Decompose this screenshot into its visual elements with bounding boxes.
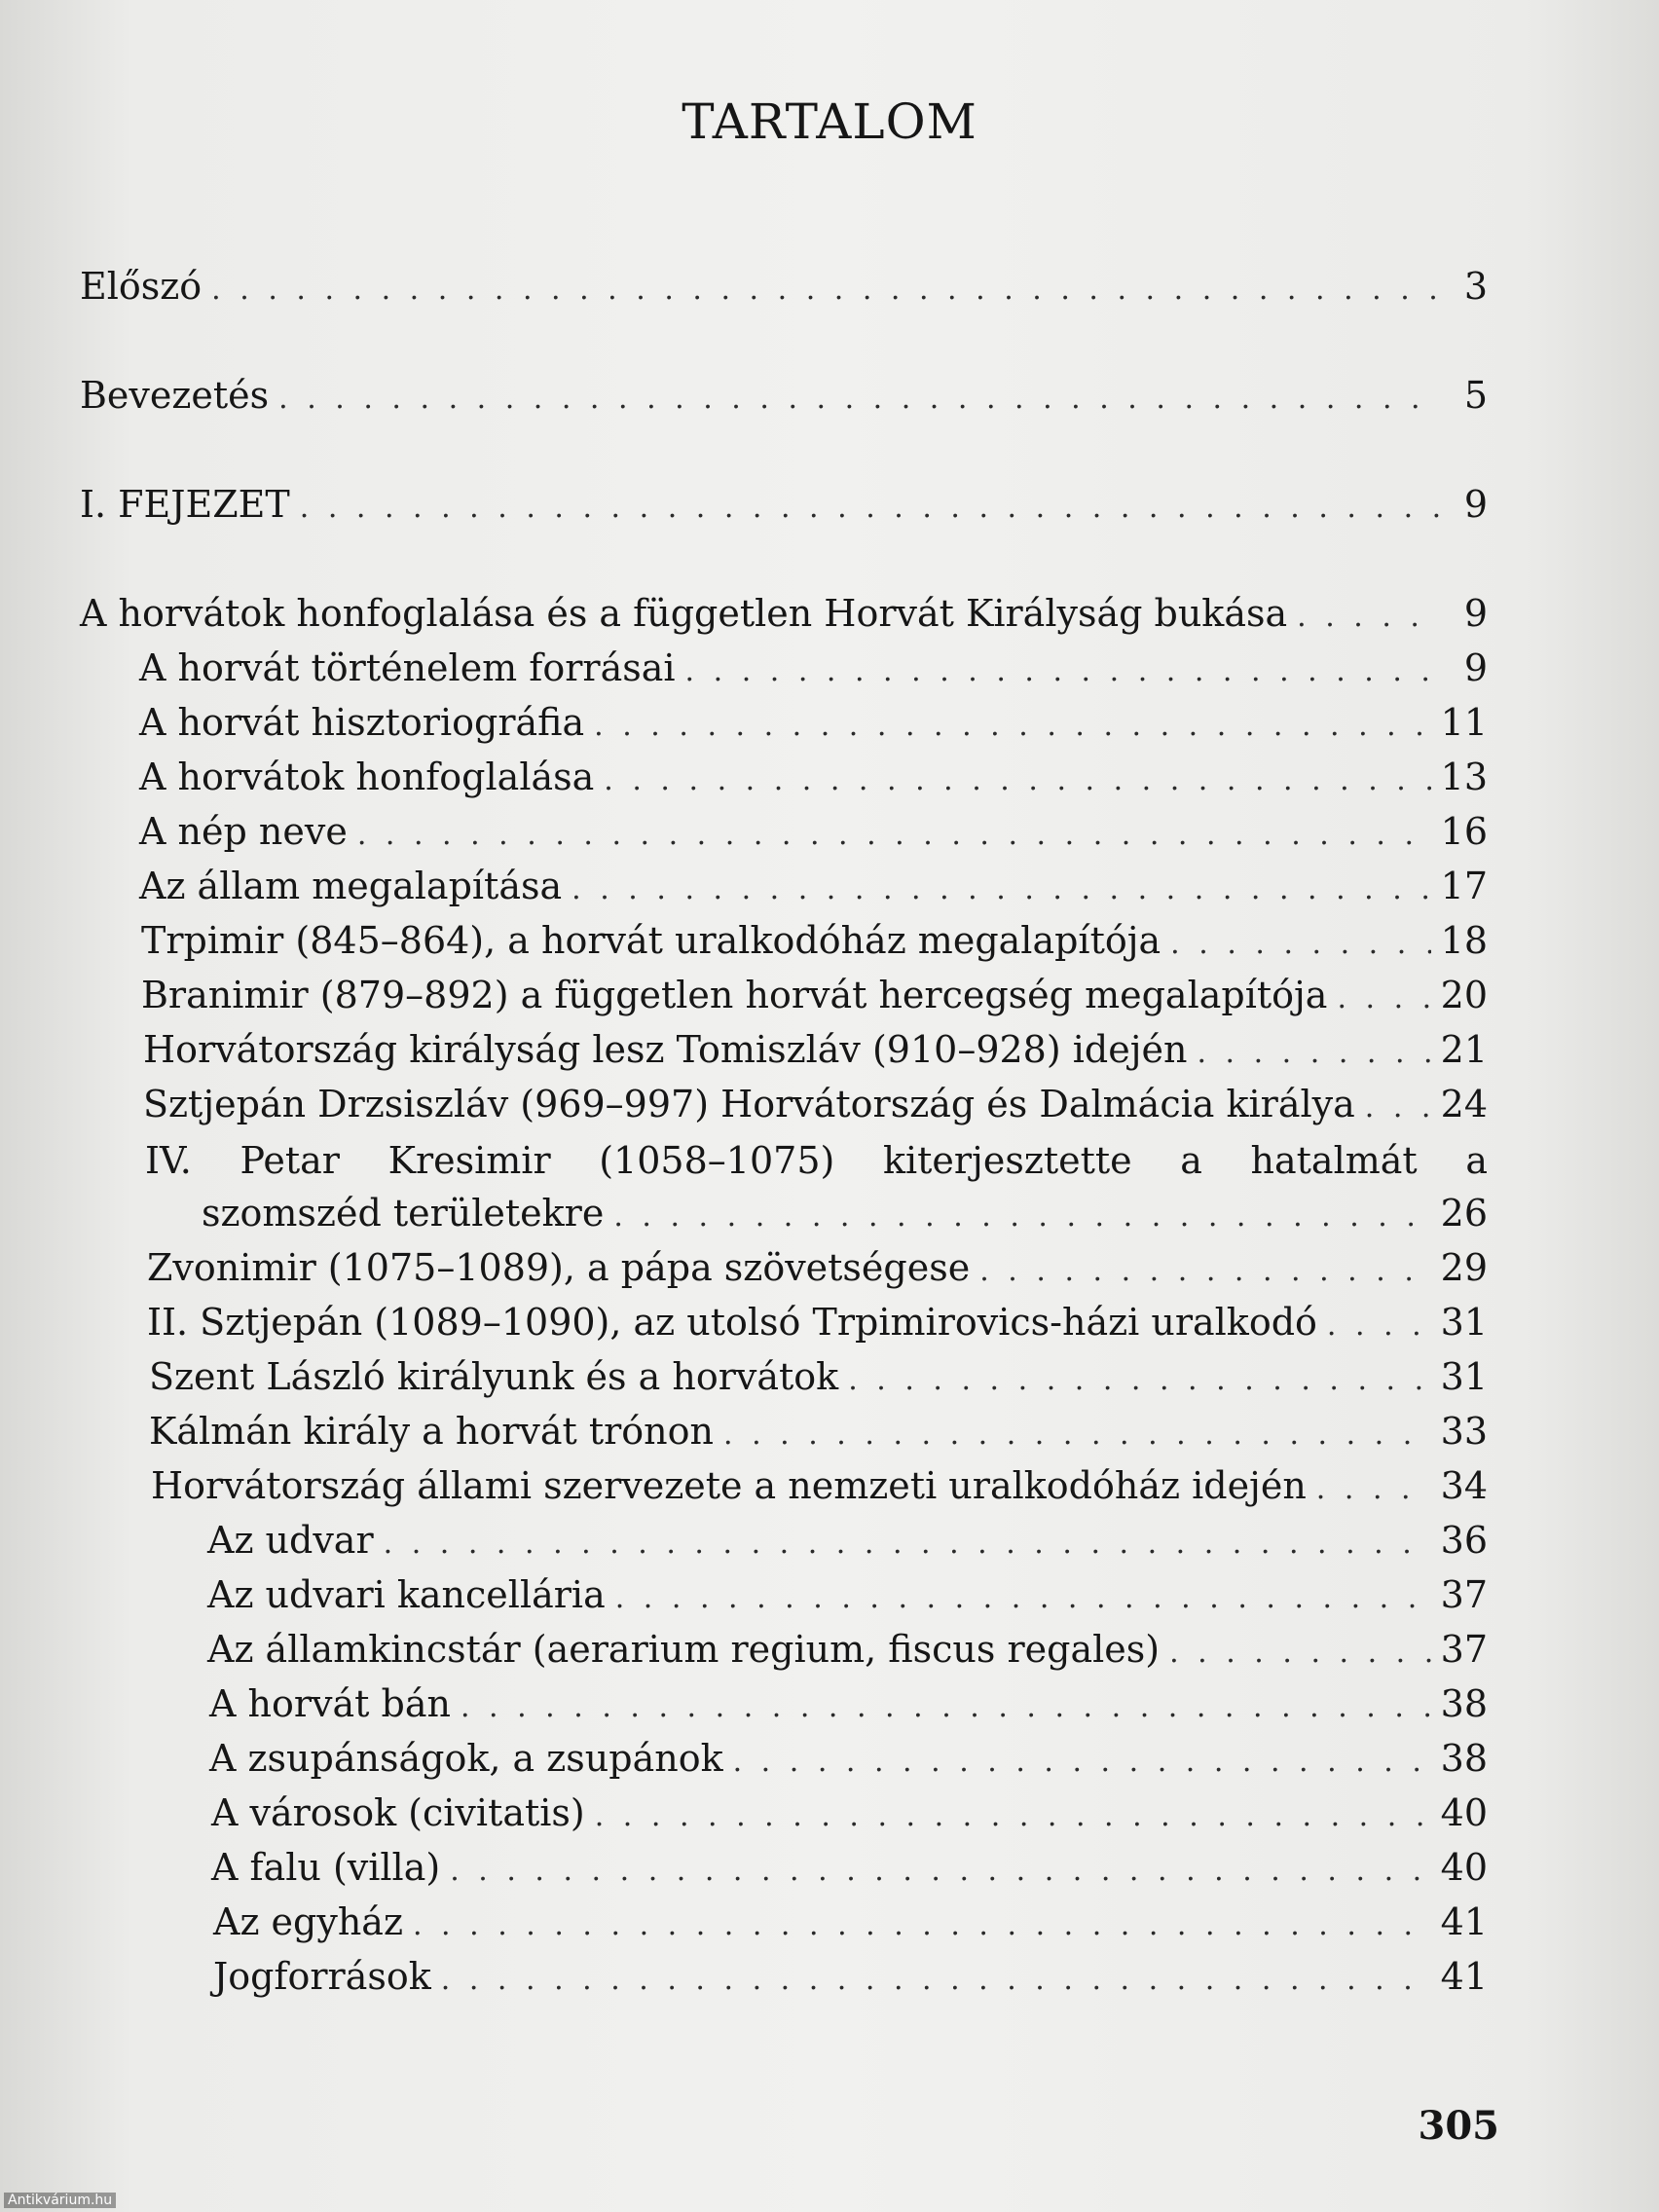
toc-entry-page: 9 [1463,483,1488,526]
toc-subentry[interactable] [209,1682,1488,1729]
toc-entry-page: 17 [1440,865,1488,907]
toc-entry-label: A városok (civitatis) [211,1791,585,1834]
toc-entry-label: A horvát bán [209,1682,451,1725]
toc-entry-label: A horvátok honfoglalása [139,756,595,798]
toc-entry-page: 38 [1440,1737,1488,1780]
toc-entry-label: Sztjepán Drzsiszláv (969–997) Horvátország és Dalmácia királya [143,1083,1355,1125]
toc-entry[interactable] [139,810,1488,857]
toc-entry-label: A horvát hisztoriográfia [139,701,585,744]
watermark: Antikvárium.hu [4,2193,116,2208]
toc-entry[interactable] [139,646,1488,693]
toc-entry-label: Az udvari kancellária [207,1573,606,1616]
toc-entry-page: 33 [1440,1410,1488,1453]
toc-subentry[interactable] [209,1737,1488,1784]
toc-subentry[interactable] [207,1519,1488,1566]
toc-entry[interactable] [149,1410,1488,1456]
toc-section-entry[interactable] [80,592,1488,639]
toc-entry-label: A horvát történelem forrásai [139,646,676,689]
toc-entry-label: Előszó [80,265,203,308]
page-number: 305 [1418,2103,1499,2149]
toc-entry-page: 21 [1440,1028,1488,1071]
toc-entry-wrapped-line1[interactable]: IV. Petar Kresimir (1058–1075) kiterjesztette a hatalmát a [145,1139,1488,1182]
toc-entry-page: 24 [1440,1083,1488,1125]
toc-chapter-heading[interactable] [80,483,1488,530]
toc-subentry[interactable] [211,1791,1488,1838]
toc-entry-page: 9 [1463,646,1488,689]
toc-entry-label: Szent László királyunk és a horvátok [149,1355,839,1398]
toc-entry[interactable] [139,865,1488,911]
toc-entry-label: A horvátok honfoglalása és a független Horvát Királyság bukása [80,592,1288,635]
toc-entry-label: Az egyház [213,1900,403,1943]
toc-entry-label: Branimir (879–892) a független horvát hercegség megalapítója [141,974,1328,1016]
toc-entry-label: Az állam megalapítása [139,865,563,907]
toc-entry[interactable] [141,919,1488,966]
toc-entry-page: 38 [1440,1682,1488,1725]
toc-subentry[interactable] [207,1628,1488,1675]
toc-entry-page: 31 [1440,1301,1488,1344]
toc-entry-label: II. Sztjepán (1089–1090), az utolsó Trpimirovics-házi uralkodó [147,1301,1317,1344]
toc-subentry[interactable] [211,1846,1488,1893]
toc-entry-label: A zsupánságok, a zsupánok [209,1737,723,1780]
toc-entry[interactable] [139,701,1488,748]
toc-entry[interactable] [143,1028,1488,1075]
toc-entry-page: 18 [1440,919,1488,962]
toc-entry-label: A falu (villa) [211,1846,441,1889]
toc-entry-label: Jogforrások [213,1955,431,1998]
toc-entry-page: 16 [1440,810,1488,853]
toc-entry-page: 41 [1440,1900,1488,1943]
toc-entry-label: szomszéd területekre [202,1192,605,1235]
toc-entry-page: 34 [1440,1464,1488,1507]
toc-entry[interactable] [151,1464,1488,1511]
toc-entry-label: Horvátország állami szervezete a nemzeti uralkodóház idején [151,1464,1307,1507]
toc-entry[interactable] [149,1355,1488,1402]
toc-subentry[interactable] [213,1955,1488,2002]
toc-entry-page: 31 [1440,1355,1488,1398]
page-title: TARTALOM [682,93,977,150]
toc-entry-label: Az államkincstár (aerarium regium, fiscus regales) [207,1628,1161,1671]
toc-entry-page: 13 [1440,756,1488,798]
toc-entry[interactable] [80,265,1488,312]
toc-entry[interactable] [80,374,1488,421]
toc-entry-page: 3 [1463,265,1488,308]
toc-entry-page: 11 [1440,701,1488,744]
toc-entry-page: 26 [1440,1192,1488,1235]
toc-entry-label: Zvonimir (1075–1089), a pápa szövetségese [147,1246,971,1289]
toc-entry-label: Kálmán király a horvát trónon [149,1410,715,1453]
toc-entry-page: 37 [1440,1628,1488,1671]
toc-entry-page: 41 [1440,1955,1488,1998]
toc-entry-page: 5 [1463,374,1488,417]
toc-entry-page: 37 [1440,1573,1488,1616]
toc-entry-label: Az udvar [207,1519,374,1562]
toc-entry-label: Trpimir (845–864), a horvát uralkodóház megalapítója [141,919,1161,962]
toc-subentry[interactable] [213,1900,1488,1947]
toc-entry[interactable] [202,1192,1488,1238]
toc-entry-label: Bevezetés [80,374,270,417]
toc-entry[interactable] [147,1301,1488,1347]
toc-entry-label: A nép neve [139,810,348,853]
toc-entry-page: 20 [1440,974,1488,1016]
toc-entry[interactable] [143,1083,1488,1129]
toc-entry[interactable] [141,974,1488,1020]
toc-entry[interactable] [147,1246,1488,1293]
toc-entry-page: 36 [1440,1519,1488,1562]
toc-entry-page: 40 [1440,1791,1488,1834]
toc-entry[interactable] [139,756,1488,802]
toc-entry-page: 9 [1463,592,1488,635]
toc-entry-label: Horvátország királyság lesz Tomiszláv (910–928) idején [143,1028,1188,1071]
toc-entry-page: 29 [1440,1246,1488,1289]
toc-entry-label: I. FEJEZET [80,483,290,526]
toc-subentry[interactable] [207,1573,1488,1620]
toc-entry-page: 40 [1440,1846,1488,1889]
